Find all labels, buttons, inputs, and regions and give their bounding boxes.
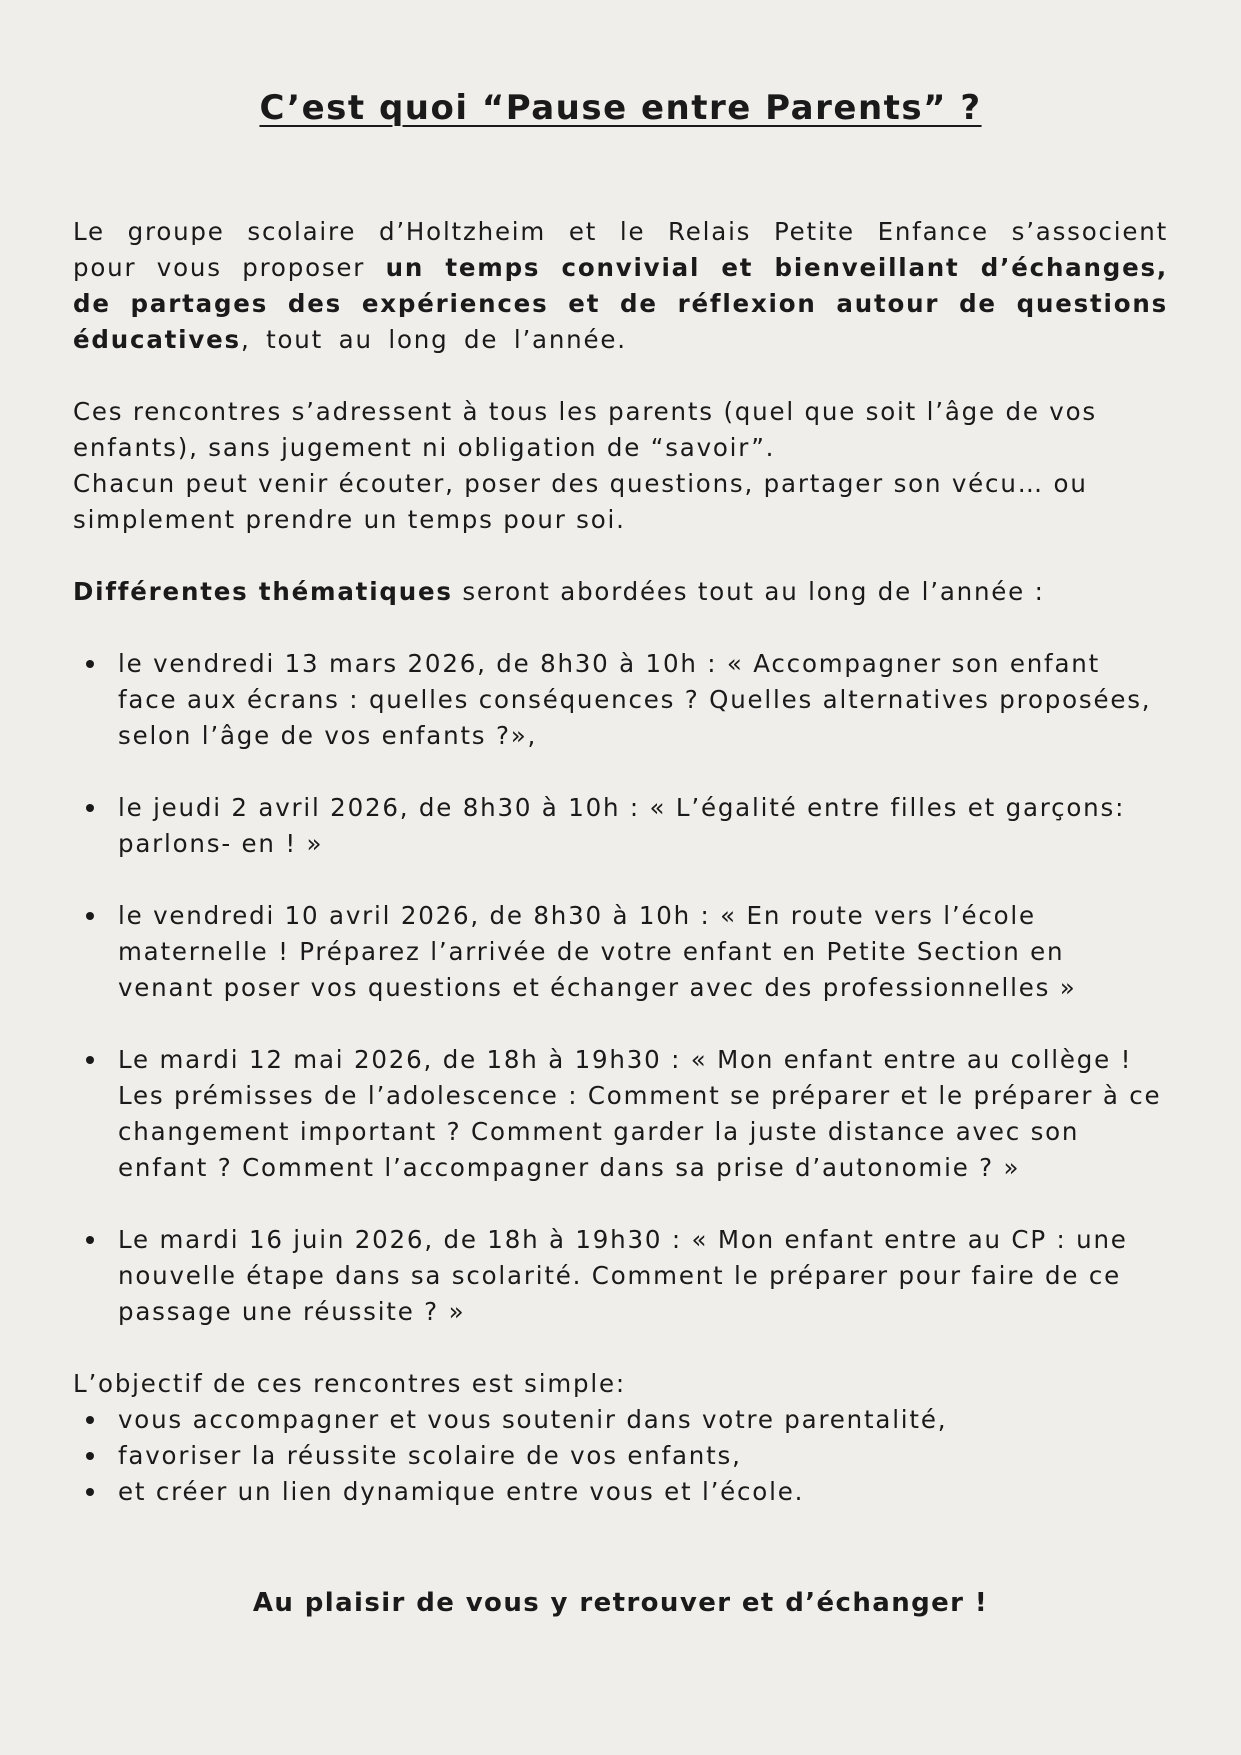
goal-item: vous accompagner et vous soutenir dans votre parentalité, bbox=[118, 1402, 1168, 1438]
intro-highlight: un temps convivial et bienveillant d’échanges, de partages des expériences et de réflexion autour de questions éducatives bbox=[73, 253, 1169, 354]
intro-paragraph bbox=[73, 214, 1168, 358]
intro-text-start: Le groupe scolaire d’Holtzheim et le Relais Petite Enfance s’associent pour vous proposer bbox=[73, 217, 1168, 282]
goal-item: et créer un lien dynamique entre vous et l’école. bbox=[118, 1474, 1168, 1510]
event-item: Le mardi 16 juin 2026, de 18h à 19h30 : « Mon enfant entre au CP : une nouvelle étape dans sa scolarité. Comment le préparer pour faire de ce passage une réussite ? » bbox=[118, 1222, 1168, 1330]
intro-text-end: , tout au long de l’année. bbox=[240, 325, 627, 354]
audience-paragraph bbox=[73, 394, 1168, 538]
events-list bbox=[73, 646, 1168, 1330]
goals-list bbox=[73, 1402, 1168, 1510]
objective-lead: L’objectif de ces rencontres est simple: bbox=[73, 1369, 626, 1398]
audience-line-1: Ces rencontres s’adressent à tous les parents (quel que soit l’âge de vos enfants), sans jugement ni obligation de “savoir”. bbox=[73, 397, 1097, 462]
themes-highlight: Différentes thématiques bbox=[73, 577, 453, 606]
event-item: le jeudi 2 avril 2026, de 8h30 à 10h : « L’égalité entre filles et garçons: parlons- en ! » bbox=[118, 790, 1168, 862]
goal-item: favoriser la réussite scolaire de vos enfants, bbox=[118, 1438, 1168, 1474]
closing-message: Au plaisir de vous y retrouver et d’échanger ! bbox=[252, 1588, 989, 1618]
audience-line-2: Chacun peut venir écouter, poser des questions, partager son vécu… ou simplement prendre un temps pour soi. bbox=[73, 469, 1088, 534]
event-item: le vendredi 10 avril 2026, de 8h30 à 10h : « En route vers l’école maternelle ! Préparez l’arrivée de votre enfant en Petite Section en venant poser vos questions et échanger avec des professionnelles » bbox=[118, 898, 1168, 1006]
event-item: le vendredi 13 mars 2026, de 8h30 à 10h : « Accompagner son enfant face aux écrans : quelles conséquences ? Quelles alternatives proposées, selon l’âge de vos enfants ?», bbox=[118, 646, 1168, 754]
event-item: Le mardi 12 mai 2026, de 18h à 19h30 : « Mon enfant entre au collège ! Les prémisses de l’adolescence : Comment se préparer et le préparer à ce changement important ? Comment garder la juste distance avec son enfant ? Comment l’accompagner dans sa prise d’autonomie ? » bbox=[118, 1042, 1168, 1186]
themes-intro bbox=[73, 574, 1168, 610]
page-title: C’est quoi “Pause entre Parents” ? bbox=[259, 88, 982, 128]
themes-text: seront abordées tout au long de l’année : bbox=[452, 577, 1045, 606]
